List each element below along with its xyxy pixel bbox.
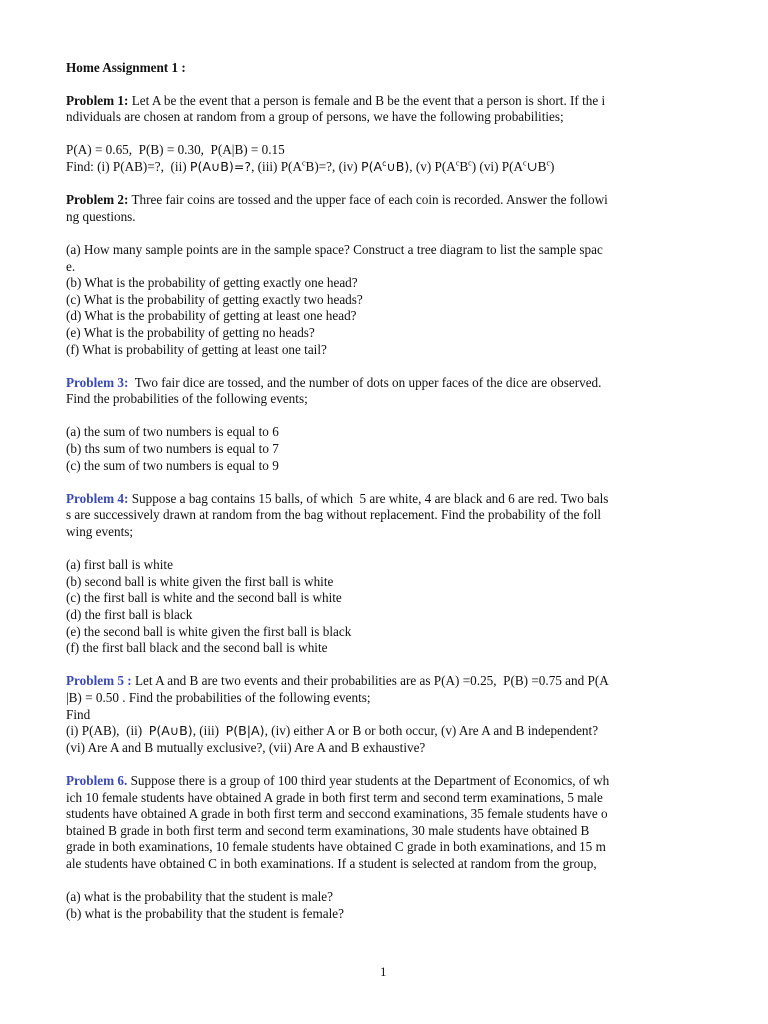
problem-6-label: Problem 6. (66, 772, 128, 788)
problem-1-text-1: Let A be the event that a person is female and B be the event that a person is short. If the i (128, 92, 606, 108)
problem-1-find (66, 159, 706, 176)
problem-6-item: (b) what is the probability that the student is female? (66, 905, 344, 921)
problem-2-item: (b) What is the probability of getting exactly one head? (66, 275, 358, 291)
problem-3-item: (a) the sum of two numbers is equal to 6 (66, 424, 279, 440)
complement-mark: c (546, 158, 550, 168)
p5-find-a: (i) P(AB), (ii) (66, 723, 149, 739)
problem-4-text-1: Suppose a bag contains 15 balls, of which 5 are white, 4 are black and 6 are red. Two bals (128, 490, 609, 506)
document-page (66, 60, 706, 922)
problem-5-label: Problem 5 : (66, 673, 132, 689)
find-iv (361, 159, 409, 174)
problem-5-text-1: Let A and B are two events and their probabilities are as P(A) =0.25, P(B) =0.75 and P(A (131, 673, 609, 689)
p5-find-c: , (iv) either A or B or both occur, (v) Are A and B independent? (264, 723, 599, 739)
complement-mark: c (468, 158, 472, 168)
problem-5-last: (vi) Are A and B mutually exclusive?, (vii) Are A and B exhaustive? (66, 739, 426, 755)
problem-6-text-1: Suppose there is a group of 100 third year students at the Department of Economics, of wh (127, 772, 610, 788)
problem-3-item: (c) the sum of two numbers is equal to 9 (66, 457, 279, 473)
page-number: 1 (380, 964, 387, 979)
find-vi-mid: ∪B (526, 158, 547, 174)
problem-4-item: (a) first ball is white (66, 557, 173, 573)
problem-4-item: (f) the first ball black and the second ball is white (66, 640, 328, 656)
problem-2-text-2: ng questions. (66, 208, 136, 224)
problem-1 (66, 93, 706, 176)
problem-6-text: ale students have obtained C in both examinations. If a student is selected at random from the group, (66, 855, 597, 871)
find-iv-b: ∪B) (386, 158, 410, 174)
find-v-post: ) (vi) P(A (471, 158, 524, 174)
problem-1-text-2: ndividuals are chosen at random from a group of persons, we have the following probabilities; (66, 109, 564, 125)
problem-2-item: (e) What is the probability of getting no heads? (66, 324, 315, 340)
complement-mark: c (382, 158, 387, 168)
problem-3-item: (b) ths sum of two numbers is equal to 7 (66, 441, 279, 457)
problem-4-item: (d) the first ball is black (66, 607, 193, 622)
find-v-pre: , (v) P(A (409, 158, 456, 174)
problem-1-given: P(A) = 0.65, P(B) = 0.30, P(A|B) = 0.15 (66, 142, 285, 158)
problem-6-item: (a) what is the probability that the student is male? (66, 889, 333, 905)
problem-2-item: (a) How many sample points are in the sample space? Construct a tree diagram to list the sample spac (66, 241, 603, 257)
problem-3 (66, 375, 706, 475)
problem-3-text-1: Two fair dice are tossed, and the number of dots on upper faces of the dice are observed. (128, 374, 602, 390)
p5-find-b: , (iii) (192, 723, 226, 739)
problem-5-text-2: |B) = 0.50 . Find the probabilities of the following events; (66, 689, 371, 705)
problem-6 (66, 773, 706, 922)
problem-4 (66, 491, 706, 657)
find-iv-a: P(A (360, 158, 383, 174)
complement-mark: c (455, 158, 460, 168)
problem-4-item: (e) the second ball is white given the first ball is black (66, 623, 352, 639)
find-vi-end: ) (550, 158, 555, 174)
find-prefix: Find: (i) P(AB)=?, (ii) (66, 158, 190, 174)
problem-6-text: btained B grade in both first term and second term examinations, 30 male students have obtained B (66, 822, 590, 838)
problem-4-text-3: wing events; (66, 524, 134, 540)
problem-2-item: e. (66, 258, 76, 274)
p5-find-conditional: P(B|A) (225, 723, 265, 739)
complement-mark: c (523, 158, 527, 168)
find-iii-post: B)=?, (iv) (305, 158, 361, 174)
problem-5-text-3: Find (66, 706, 91, 722)
problem-4-label: Problem 4: (66, 490, 129, 506)
problem-6-text: ich 10 female students have obtained A grade in both first term and second term examinations, 5 male (66, 789, 603, 805)
assignment-title: Home Assignment 1 : (66, 60, 186, 75)
problem-4-text-2: s are successively drawn at random from the bag without replacement. Find the probability of the foll (66, 507, 602, 523)
find-ii: P(A∪B)=? (189, 158, 252, 174)
problem-2 (66, 192, 706, 358)
problem-2-text-1: Three fair coins are tossed and the upper face of each coin is recorded. Answer the followi (128, 192, 608, 208)
problem-3-text-2: Find the probabilities of the following events; (66, 391, 308, 407)
problem-4-item: (b) second ball is white given the first ball is white (66, 573, 334, 589)
problem-2-item: (c) What is the probability of getting exactly two heads? (66, 291, 363, 307)
complement-mark: c (301, 158, 306, 168)
problem-1-label: Problem 1: (66, 92, 129, 108)
find-iii-pre: , (iii) P(A (251, 158, 302, 174)
problem-6-text: students have obtained A grade in both first term and seccond examinations, 35 female students have o (66, 806, 608, 822)
problem-2-label: Problem 2: (66, 192, 129, 208)
problem-3-label: Problem 3: (66, 374, 129, 390)
problem-6-text: grade in both examinations, 10 female students have obtained C grade in both examinations, and 15 m (66, 839, 606, 855)
problem-5 (66, 673, 706, 756)
find-v-mid: B (459, 158, 469, 174)
problem-2-item: (d) What is the probability of getting at least one head? (66, 308, 357, 324)
problem-4-item: (c) the first ball is white and the second ball is white (66, 590, 342, 606)
problem-5-find (66, 723, 706, 740)
p5-find-union: P(A∪B) (148, 723, 193, 739)
problem-2-item: (f) What is probability of getting at least one tail? (66, 341, 327, 357)
